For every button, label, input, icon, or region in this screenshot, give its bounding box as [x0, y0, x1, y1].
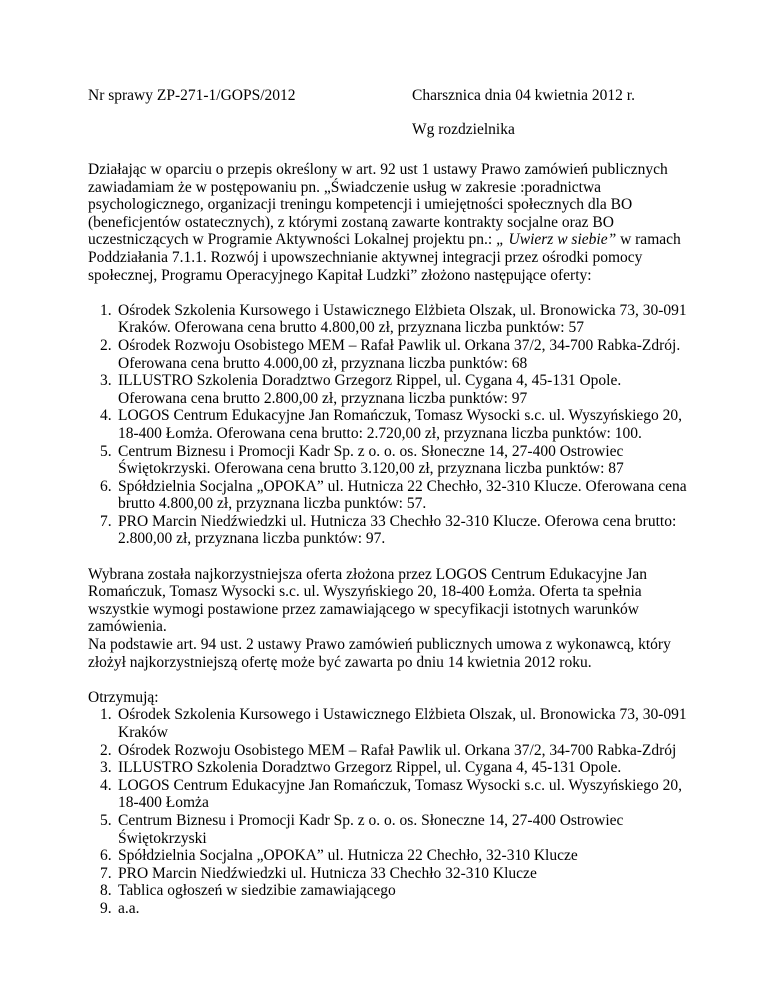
offer-text: LOGOS Centrum Edukacyjne Jan Romańczuk, Tomasz Wysocki s.c. ul. Wyszyńskiego 20, 18-400 Łomża. Oferowana cena brutto: 2.720,00 zł, przyznana liczba punktów: 100.: [118, 407, 683, 442]
offer-text: Centrum Biznesu i Promocji Kadr Sp. z o. o. os. Słoneczne 14, 27-400 Ostrowiec Świętokrzyski. Oferowana cena brutto 3.120,00 zł, przyznana liczba punktów: 87: [118, 442, 624, 478]
distribution-text: a.a.: [118, 899, 140, 917]
distribution-item: [88, 882, 688, 900]
offer-number: 4.: [100, 407, 112, 425]
selection-paragraph: Wybrana została najkorzystniejsza oferta złożona przez LOGOS Centrum Edukacyjne Jan Romańczuk, Tomasz Wysocki s.c. ul. Wyszyńskiego 20, 18-400 Łomża. Oferta ta spełnia wszystkie wymogi postawione przez zamawiającego w specyfikacji istotnych warunków zamówienia.: [88, 565, 647, 636]
offer-item: [88, 372, 688, 407]
place-date: Charsznica dnia 04 kwietnia 2012 r.: [412, 87, 635, 104]
distribution-item: [88, 706, 688, 741]
offer-number: 6.: [100, 477, 112, 495]
offer-number: 2.: [100, 336, 112, 354]
intro-text-end: w ramach Poddziałania 7.1.1. Rozwój i upowszechnianie aktywnej integracji przez ośrodki pomocy społecznej, Programu Operacyjnego Kapitał Ludzki” złożono następujące oferty:: [88, 231, 681, 284]
distribution-number: 2.: [100, 741, 112, 759]
distribution-text: LOGOS Centrum Edukacyjne Jan Romańczuk, Tomasz Wysocki s.c. ul. Wyszyńskiego 20, 18-400 Łomża: [118, 776, 683, 812]
distribution-item: [88, 742, 688, 760]
offer-number: 3.: [100, 372, 112, 390]
document-body: [88, 161, 688, 918]
distribution-item: [88, 865, 688, 883]
offer-text: ILLUSTRO Szkolenia Doradztwo Grzegorz Rippel, ul. Cygana 4, 45-131 Opole. Oferowana cena brutto 2.800,00 zł, przyznana liczba punktów: 97: [118, 372, 622, 407]
distribution-text: Spółdzielnia Socjalna „OPOKA” ul. Hutnicza 22 Chechło, 32-310 Klucze: [118, 847, 578, 865]
distribution-number: 8.: [100, 882, 112, 900]
distribution-text: Ośrodek Rozwoju Osobistego MEM – Rafał Pawlik ul. Orkana 37/2, 34-700 Rabka-Zdrój: [118, 741, 677, 759]
distribution-heading: Otrzymują:: [88, 688, 159, 706]
offer-item: [88, 478, 688, 513]
intro-paragraph: [88, 161, 688, 284]
distribution-item: [88, 900, 688, 918]
distribution-text: PRO Marcin Niedźwiedzki ul. Hutnicza 33 Chechło 32-310 Klucze: [118, 864, 537, 882]
distribution-text: Tablica ogłoszeń w siedzibie zamawiającego: [118, 882, 396, 900]
spacer: [88, 671, 688, 689]
intro-text-start: Działając w oparciu o przepis określony w art. 92 ust 1 ustawy Prawo zamówień publicznych zawiadamiam że w postępowaniu pn. „Świadczenie usług w zakresie :poradnictwa psychologicznego, organizacji treningu kompetencji i umiejętności społecznych dla BO (beneficjentów ostatecznych), z którymi zostaną zawarte kontrakty socjalne oraz BO uczestniczących w Programie Aktywności Lokalnej projektu pn.:: [88, 161, 668, 249]
distribution-number: 3.: [100, 759, 112, 777]
spacer: [88, 548, 688, 566]
spacer: [88, 284, 688, 302]
distribution-text: Centrum Biznesu i Promocji Kadr Sp. z o. o. os. Słoneczne 14, 27-400 Ostrowiec Świętokrzyski: [118, 811, 624, 847]
distribution-number: 9.: [100, 899, 112, 917]
offer-text: PRO Marcin Niedźwiedzki ul. Hutnicza 33 Chechło 32-310 Klucze. Oferowa cena brutto: 2.800,00 zł, przyznana liczba punktów: 97.: [118, 512, 677, 548]
distribution-text: Ośrodek Szkolenia Kursowego i Ustawicznego Elżbieta Olszak, ul. Bronowicka 73, 30-091 Kraków: [118, 706, 687, 741]
distribution-number: 4.: [100, 776, 112, 794]
offer-text: Ośrodek Rozwoju Osobistego MEM – Rafał Pawlik ul. Orkana 37/2, 34-700 Rabka-Zdrój. Oferowana cena brutto 4.000,00 zł, przyznana liczba punktów: 68: [118, 336, 681, 372]
distribution-list: [88, 706, 688, 917]
project-title: „ Uwierz w siebie”: [496, 231, 617, 249]
offer-item: [88, 302, 688, 337]
offer-text: Ośrodek Szkolenia Kursowego i Ustawicznego Elżbieta Olszak, ul. Bronowicka 73, 30-091 Kraków. Oferowana cena brutto 4.800,00 zł, przyznana liczba punktów: 57: [118, 301, 687, 337]
distribution-number: 1.: [100, 706, 112, 724]
legal-basis-paragraph: Na podstawie art. 94 ust. 2 ustawy Prawo zamówień publicznych umowa z wykonawcą, który złożył najkorzystniejszą ofertę może być zawarta po dniu 14 kwietnia 2012 roku.: [88, 636, 671, 671]
distribution-item: [88, 777, 688, 812]
distribution-number: 6.: [100, 847, 112, 865]
offer-text: Spółdzielnia Socjalna „OPOKA” ul. Hutnicza 22 Chechło, 32-310 Klucze. Oferowana cena brutto 4.800,00 zł, przyznana liczba punktów: 57.: [118, 477, 687, 513]
offer-number: 7.: [100, 512, 112, 530]
offer-item: [88, 337, 688, 372]
distribution-number: 5.: [100, 811, 112, 829]
distribution-text: ILLUSTRO Szkolenia Doradztwo Grzegorz Rippel, ul. Cygana 4, 45-131 Opole.: [118, 759, 622, 777]
offer-number: 5.: [100, 442, 112, 460]
offer-number: 1.: [100, 301, 112, 319]
case-number: Nr sprawy ZP-271-1/GOPS/2012: [88, 87, 296, 104]
offer-item: [88, 407, 688, 442]
distribution-item: [88, 812, 688, 847]
offers-list: [88, 302, 688, 548]
offer-item: [88, 443, 688, 478]
recipients-note: Wg rozdzielnika: [412, 121, 515, 138]
distribution-number: 7.: [100, 864, 112, 882]
distribution-item: [88, 847, 688, 865]
offer-item: [88, 513, 688, 548]
distribution-item: [88, 759, 688, 777]
